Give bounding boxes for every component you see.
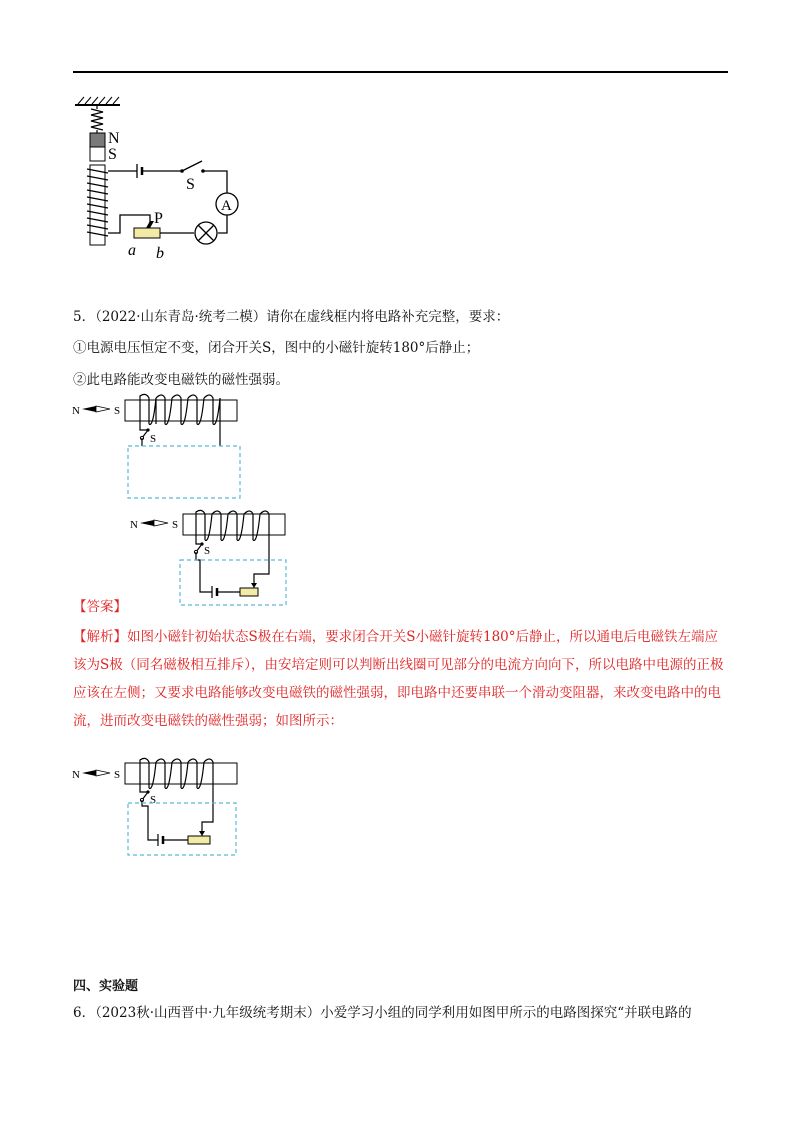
switch-s-label-3: S [150,794,157,806]
analysis-paragraph [73,623,728,735]
end-b-label: b [156,245,164,262]
dashed-answer-box-3 [128,803,236,855]
q5-source: （2022·山东青岛·统考二模） [95,309,267,325]
needle-n-label-2: N [130,519,138,531]
q5-requirement-1: ①电源电压恒定不变，闭合开关S，图中的小磁针旋转180°后静止； [73,340,480,356]
analysis-text: 如图小磁针初始状态S极在右端，要求闭合开关S小磁针旋转180°后静止，所以通电后电磁铁左端应该为S极（同名磁极相互排斥），由安培定则可以判断出线圈可见部分的电流方向向下，所以电路中电源的正极应该在左侧；又要求电路能够改变电磁铁的磁性强弱，即电路中还要串联一个滑动变阻器，来改变电路中的电流，进而改变电磁铁的磁性强弱；如图所示： [73,629,724,729]
section-title: 四、实验题 [73,979,139,994]
end-a-label: a [128,242,136,259]
analysis-tag: 【解析】 [73,629,127,645]
q5-number: 5． [73,309,96,325]
magnet-s-label: S [108,146,117,163]
q5-stem [73,307,509,327]
q6-stem [73,1003,692,1023]
figure-q5-completed-2 [70,750,250,860]
slider-p-label: P [154,210,163,227]
q6-text: （2023秋·山西晋中·九年级统考期末）小爱学习小组的同学利用如图甲所示的电路图探究“并联电路的 [95,1005,692,1021]
needle-n-label-3: N [72,769,80,781]
q5-requirement-2: ②此电路能改变电磁铁的磁性强弱。 [73,372,289,388]
q6-number: 6． [73,1005,96,1021]
switch-s-label-1: S [150,433,157,445]
dashed-answer-box-1 [128,446,240,498]
needle-s-label-2: S [172,519,179,531]
magnet-n-label: N [108,130,120,147]
needle-n-label-1: N [72,405,80,417]
figure-magnet-circuit [70,95,250,270]
switch-s-label-2: S [204,545,211,557]
header-rule [73,71,728,73]
q5-prompt: 请你在虚线框内将电路补充完整，要求： [266,309,510,325]
answer-tag: 【答案】 [73,599,127,615]
figure-q5-question [70,390,250,502]
figure-q5-completed-1 [128,508,298,608]
needle-s-label-1: S [114,405,121,417]
switch-s-label: S [186,176,195,193]
dashed-answer-box-2 [180,560,286,605]
ammeter-label: A [221,198,232,214]
needle-s-label-3: S [114,769,121,781]
